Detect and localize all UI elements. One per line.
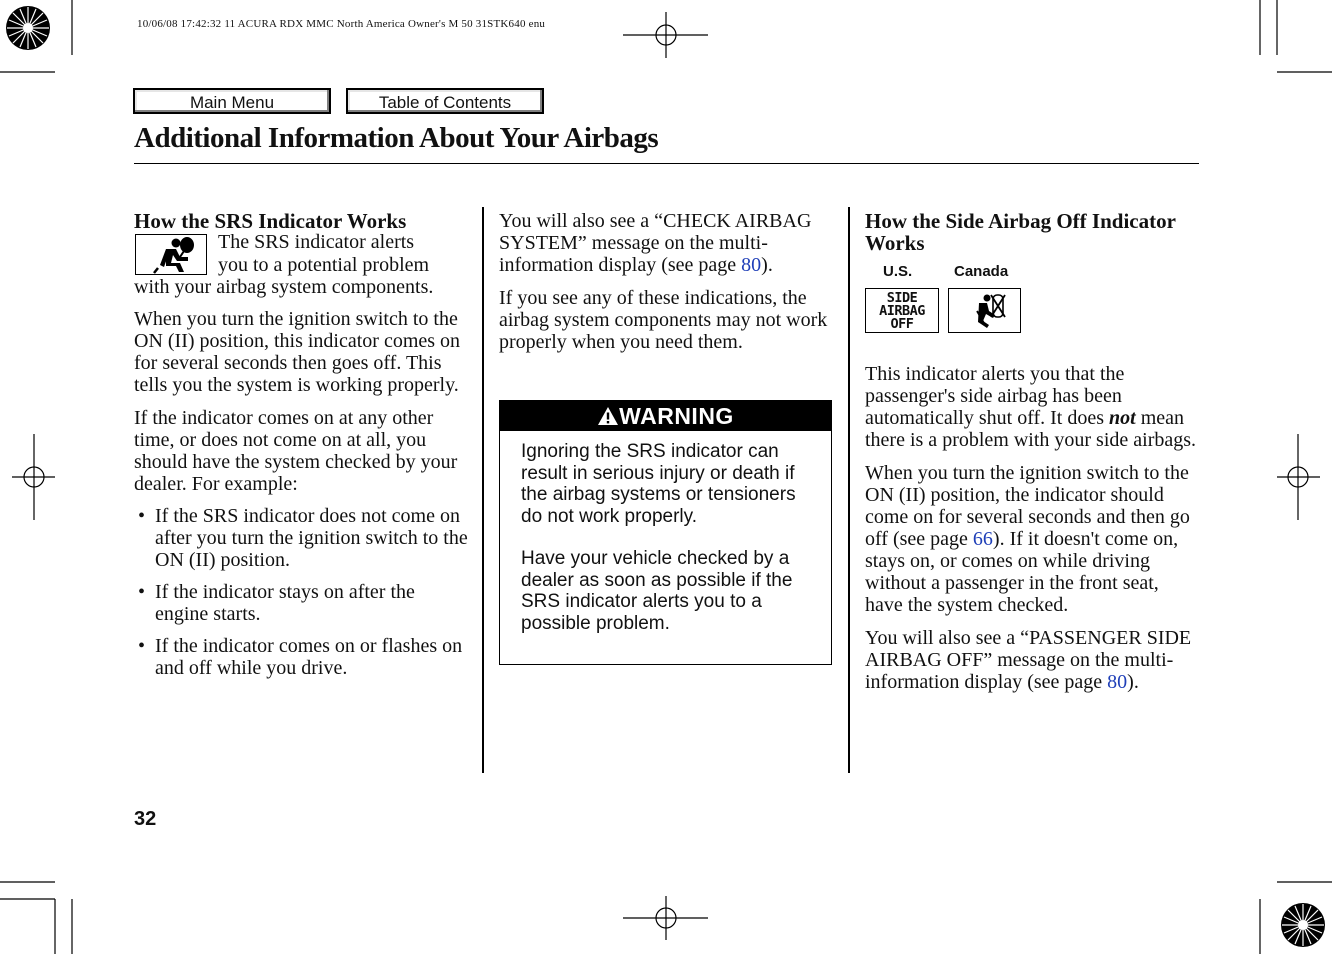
- column-srs-indicator: [134, 210, 470, 689]
- srs-intro-line-1: The SRS indicator alerts: [218, 231, 415, 253]
- srs-intro-line-2: you to a potential problem: [218, 254, 430, 276]
- warning-box: [499, 400, 832, 665]
- side-airbag-paragraph-3: You will also see a “PASSENGER SIDE AIRBAG OFF” message on the multi-information display (see page 80).: [865, 627, 1192, 693]
- srs-indicator-icon: [135, 234, 207, 275]
- column-divider-1: [482, 207, 484, 773]
- page-link-80[interactable]: 80: [1107, 671, 1128, 693]
- list-item: • If the SRS indicator does not come on after you turn the ignition switch to the ON (II) position.: [134, 505, 470, 571]
- warning-header: [500, 401, 831, 431]
- check-airbag-paragraph: You will also see a “CHECK AIRBAG SYSTEM” message on the multi-information display (see page 80).: [499, 210, 812, 276]
- list-item: • If the indicator comes on or flashes on and off while you drive.: [134, 635, 470, 679]
- page-link-66[interactable]: 66: [972, 528, 993, 550]
- column-divider-2: [848, 207, 850, 773]
- srs-paragraph-2: When you turn the ignition switch to the ON (II) position, this indicator comes on for several seconds then goes off. This tells you the system is working properly.: [134, 308, 461, 396]
- side-airbag-paragraph-1: This indicator alerts you that the passenger's side airbag has been automatically shut off. It does not mean there is a problem with your side airbags.: [865, 363, 1197, 451]
- section-heading-srs: How the SRS Indicator Works: [134, 209, 407, 233]
- table-of-contents-button[interactable]: Table of Contents: [346, 88, 544, 114]
- section-heading-side-airbag: How the Side Airbag Off Indicator Works: [865, 209, 1176, 255]
- title-rule: [134, 163, 1199, 164]
- side-airbag-off-canada-icon: [948, 288, 1021, 333]
- warning-text-2: Have your vehicle checked by a dealer as soon as possible if the SRS indicator alerts you to a possible problem.: [521, 548, 793, 634]
- list-item: • If the indicator stays on after the engine starts.: [134, 581, 470, 625]
- side-airbag-paragraph-2: When you turn the ignition switch to the ON (II) position, the indicator should come on for several seconds and then go off (see page 66). If it doesn't come on, stays on, or comes on while driving without a passenger in the front seat, have the system checked.: [865, 462, 1190, 616]
- column-side-airbag-off: [865, 210, 1199, 693]
- indications-paragraph: If you see any of these indications, the airbag system components may not work properly when you need them.: [499, 287, 828, 353]
- warning-triangle-icon: [597, 406, 619, 426]
- label-us: U.S.: [883, 263, 913, 280]
- srs-examples-list: [134, 505, 470, 679]
- page-title: Additional Information About Your Airbags: [134, 122, 659, 154]
- label-canada: Canada: [954, 263, 1009, 280]
- side-airbag-off-us-icon: SIDE AIRBAG OFF: [865, 288, 939, 333]
- srs-intro-tail: with your airbag system components.: [134, 276, 434, 298]
- warning-text-1: Ignoring the SRS indicator can result in serious injury or death if the airbag systems or tensioners do not work properly.: [521, 441, 796, 527]
- column-check-airbag: [499, 210, 835, 353]
- warning-title: WARNING: [619, 403, 734, 429]
- page-number: 32: [134, 808, 157, 830]
- print-header-stamp: 10/06/08 17:42:32 11 ACURA RDX MMC North America Owner's M 50 31STK640 enu: [137, 18, 546, 30]
- srs-paragraph-3: If the indicator comes on at any other time, or does not come on at all, you should have the system checked by your dealer. For example:: [134, 407, 458, 495]
- page-link-80[interactable]: 80: [741, 254, 762, 276]
- main-menu-button[interactable]: Main Menu: [133, 88, 331, 114]
